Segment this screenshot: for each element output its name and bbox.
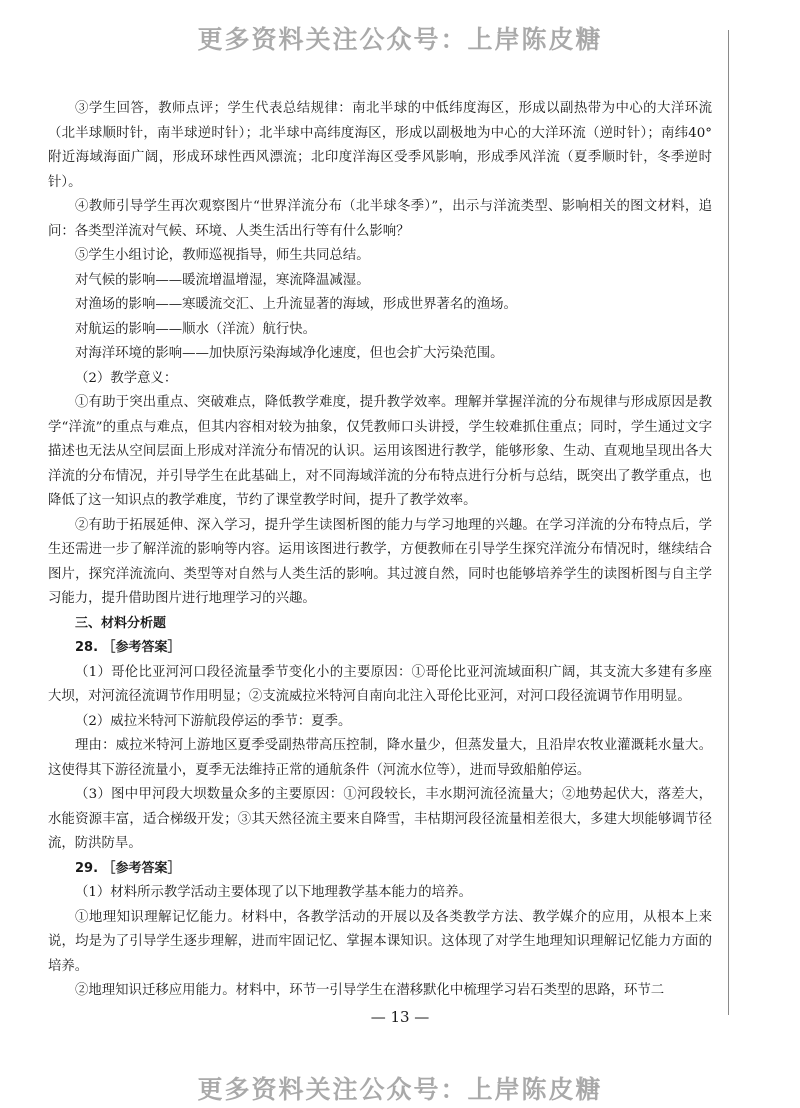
page-body <box>48 97 712 1004</box>
paragraph: （2）教学意义： <box>75 370 178 386</box>
section-heading: 三、材料分析题 <box>75 615 167 631</box>
paragraph: （1）哥伦比亚河河口段径流量季节变化小的主要原因：①哥伦比亚河流域面积广阔，其支流大多建有多座大坝，对河流径流调节作用明显；②支流威拉米特河自南向北注入哥伦比亚河，对河口段径流调节作用明显。 <box>48 664 712 704</box>
paragraph: ①地理知识理解记忆能力。材料中，各教学活动的开展以及各类教学方法、教学媒介的应用，从根本上来说，均是为了引导学生逐步理解，进而牢固记忆、掌握本课知识。这体现了对学生地理知识理解记忆能力方面的培养。 <box>48 909 712 974</box>
paragraph: ⑤学生小组讨论，教师巡视指导，师生共同总结。 <box>75 248 370 263</box>
paragraph: 对渔场的影响——寒暖流交汇、上升流显著的海域，形成世界著名的渔场。 <box>75 297 517 312</box>
paragraph: 对海洋环境的影响——加快原污染海域净化速度，但也会扩大污染范围。 <box>75 346 504 361</box>
paragraph: ②有助于拓展延伸、深入学习，提升学生读图析图的能力与学习地理的兴趣。在学习洋流的分布特点后，学生还需进一步了解洋流的影响等内容。运用该图进行教学，方便教师在引导学生探究洋流分布情况时，继续结合图片，探究洋流流向、类型等对自然与人类生活的影响。其过渡自然，同时也能够培养学生的读图析图与自主学习能力，提升借助图片进行地理学习的兴趣。 <box>48 517 712 606</box>
answer-heading: 29. ［参考答案］ <box>75 860 181 876</box>
page-number: — 13 — <box>370 1008 430 1026</box>
paragraph: （1）材料所示教学活动主要体现了以下地理教学基本能力的培养。 <box>75 885 472 900</box>
paragraph: （3）图中甲河段大坝数量众多的主要原因：①河段较长，丰水期河流径流量大；②地势起伏大，落差大，水能资源丰富，适合梯级开发；③其天然径流主要来自降雪，丰枯期河段径流量相差很大，多建大坝能够调节径流，防洪防旱。 <box>48 787 712 851</box>
paragraph: （2）威拉米特河下游航段停运的季节：夏季。 <box>75 713 352 729</box>
paragraph: 对航运的影响——顺水（洋流）航行快。 <box>75 321 317 337</box>
paragraph: ②地理知识迁移应用能力。材料中，环节一引导学生在潜移默化中梳理学习岩石类型的思路，环节二 <box>75 983 665 998</box>
paragraph: ①有助于突出重点、突破难点，降低教学难度，提升教学效率。理解并掌握洋流的分布规律与形成原因是教学“洋流”的重点与难点，但其内容相对较为抽象，仅凭教师口头讲授，学生较难抓住重点；同时，学生通过文字描述也无法从空间层面上形成对洋流分布情况的认识。运用该图进行教学，能够形象、生动、直观地呈现出各大洋流的分布情况，并引导学生在此基础上，对不同海域洋流的分布特点进行分析与总结，既突出了教学重点，也降低了这一知识点的教学难度，节约了课堂教学时间，提升了教学效率。 <box>48 395 712 508</box>
answer-heading: 28. ［参考答案］ <box>75 640 181 655</box>
watermark-top: 更多资料关注公众号：上岸陈皮糖 <box>197 25 603 54</box>
margin-rule <box>728 30 729 1015</box>
paragraph: ④教师引导学生再次观察图片“世界洋流分布（北半球冬季）”，出示与洋流类型、影响相关的图文材料，追问：各类型洋流对气候、环境、人类生活出行等有什么影响？ <box>48 199 712 239</box>
watermark-bottom: 更多资料关注公众号：上岸陈皮糖 <box>197 1075 603 1104</box>
paragraph: ③学生回答，教师点评；学生代表总结规律：南北半球的中低纬度海区，形成以副热带为中心的大洋环流（北半球顺时针，南半球逆时针）；北半球中高纬度海区，形成以副极地为中心的大洋环流（逆时针）；南纬40°附近海域海面广阔，形成环球性西风漂流；北印度洋海区受季风影响，形成季风洋流（夏季顺时针，冬季逆时针）。 <box>48 101 712 190</box>
paragraph: 理由：威拉米特河上游地区夏季受副热带高压控制，降水量少，但蒸发量大，且沿岸农牧业灌溉耗水量大。这使得其下游径流量小，夏季无法维持正常的通航条件（河流水位等），进而导致船舶停运。 <box>48 738 712 778</box>
paragraph: 对气候的影响——暖流增温增湿，寒流降温减湿。 <box>75 272 370 288</box>
